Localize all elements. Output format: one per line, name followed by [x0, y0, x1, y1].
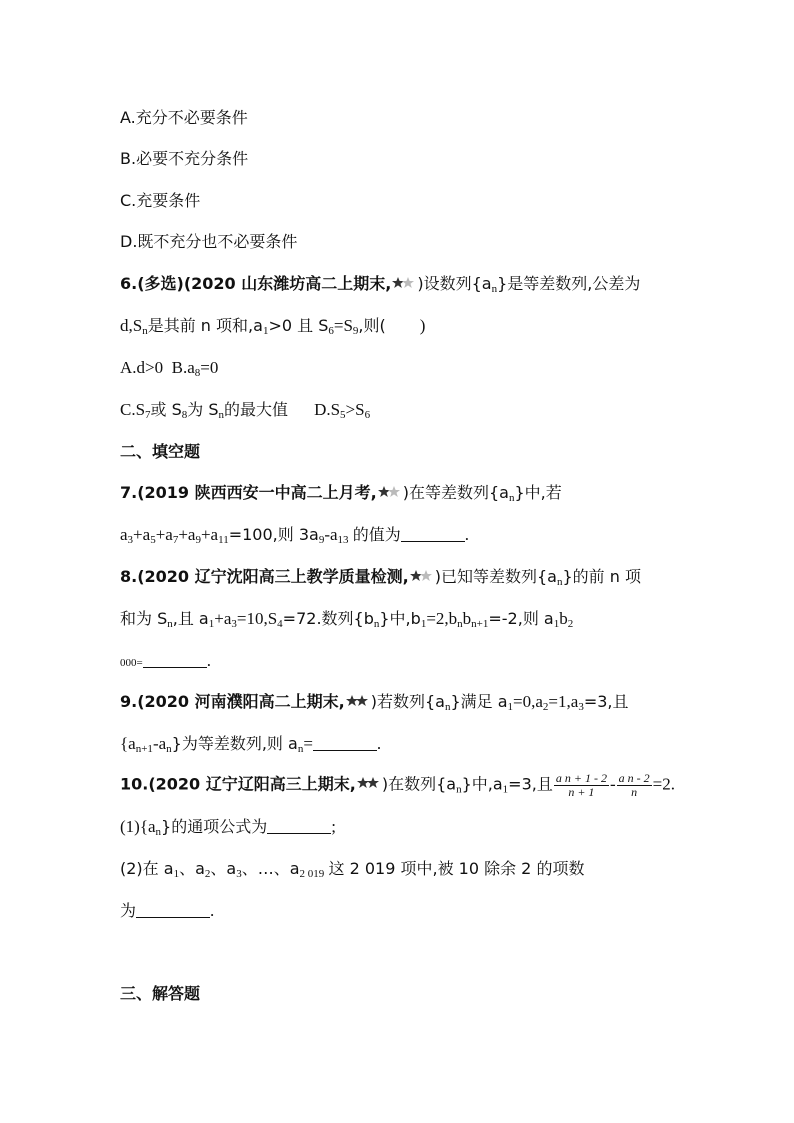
difficulty-stars-icon	[357, 776, 381, 790]
option-q5-b: B.必要不充分条件	[120, 149, 249, 168]
difficulty-stars-icon	[392, 276, 416, 290]
fraction-1: $\frac{\text{a n + 1 - 2}}{n + 1}$	[555, 771, 607, 799]
q6-stem-line2: $d,S_n$是其前 n 项和$,a_1>0$ 且 $S_6=S_9$,则( )	[120, 316, 426, 337]
q8-stem-line3: 000= .	[120, 651, 211, 670]
q7-stem-line1: 7.(2019 陕西西安一中高二上月考, )在等差数列$\{a_n\}$中,若	[120, 483, 562, 504]
option-q5-a: A.充分不必要条件	[120, 108, 248, 127]
answer-blank[interactable]	[136, 901, 210, 918]
answer-blank[interactable]	[143, 651, 207, 668]
q6-options-cd: $C.S_7$或 $S_8$为 $S_n$的最大值 $D.S_5>S_6$	[120, 400, 371, 421]
difficulty-stars-icon	[346, 694, 370, 708]
fraction-2: $\frac{\text{a n - 2}}{n}$	[618, 771, 650, 799]
q6-stem-line1: 6.(多选)(2020 山东潍坊高二上期末, )设数列$\{a_n\}$是等差数列,公差为	[120, 274, 641, 295]
difficulty-stars-icon	[410, 569, 434, 583]
q7-stem-line2: $a_3+a_5+a_7+a_9+a_{11}=100$,则 $3a_9-a_{13}$ 的值为 .	[120, 525, 470, 546]
section-heading-answer: 三、解答题	[120, 984, 201, 1003]
q8-stem-line1: 8.(2020 辽宁沈阳高三上教学质量检测, )已知等差数列$\{a_n\}$的前 n 项	[120, 567, 641, 588]
q9-stem-line2: $\{a_{n+1}-a_n\}$为等差数列,则 $a_n=$ .	[120, 734, 382, 755]
q10-stem-line1: 10.(2020 辽宁辽阳高三上期末, )在数列$\{a_n\}$中$,a_1=3$,且 $\frac{\text{a n + 1 - 2}}{n + 1}$ - $\frac{\text{a n - 2}}{n}$ =2.	[120, 771, 675, 799]
q9-stem-line1: 9.(2020 河南濮阳高二上期末, )若数列$\{a_n\}$满足 $a_1=0,a_2=1,a_3=3$,且	[120, 692, 629, 713]
option-q5-d: D.既不充分也不必要条件	[120, 232, 298, 251]
q8-stem-line2: 和为 $S_n$,且 $a_1+a_3=10,S_4=72$.数列$\{b_n\}$中$,b_1=2,b_nb_{n+1}=-2$,则 $a_1b_2$	[120, 609, 574, 630]
q10-part1: $(1)\{a_n\}$的通项公式为 ;	[120, 817, 336, 838]
answer-blank[interactable]	[313, 734, 377, 751]
answer-blank[interactable]	[401, 525, 465, 542]
q10-part2-line2: 为 .	[120, 901, 215, 920]
option-q5-c: C.充要条件	[120, 191, 201, 210]
section-heading-fill-blank: 二、填空题	[120, 442, 201, 461]
answer-blank[interactable]	[267, 817, 331, 834]
difficulty-stars-icon	[378, 485, 402, 499]
q10-part2: (2)在 $a_1$、$a_2$、$a_3$、…、$a_{2 019}$ 这 2 019 项中,被 10 除余 2 的项数	[120, 859, 585, 880]
q6-options-ab: A.d>0 $B.a_8=0$	[120, 358, 219, 379]
